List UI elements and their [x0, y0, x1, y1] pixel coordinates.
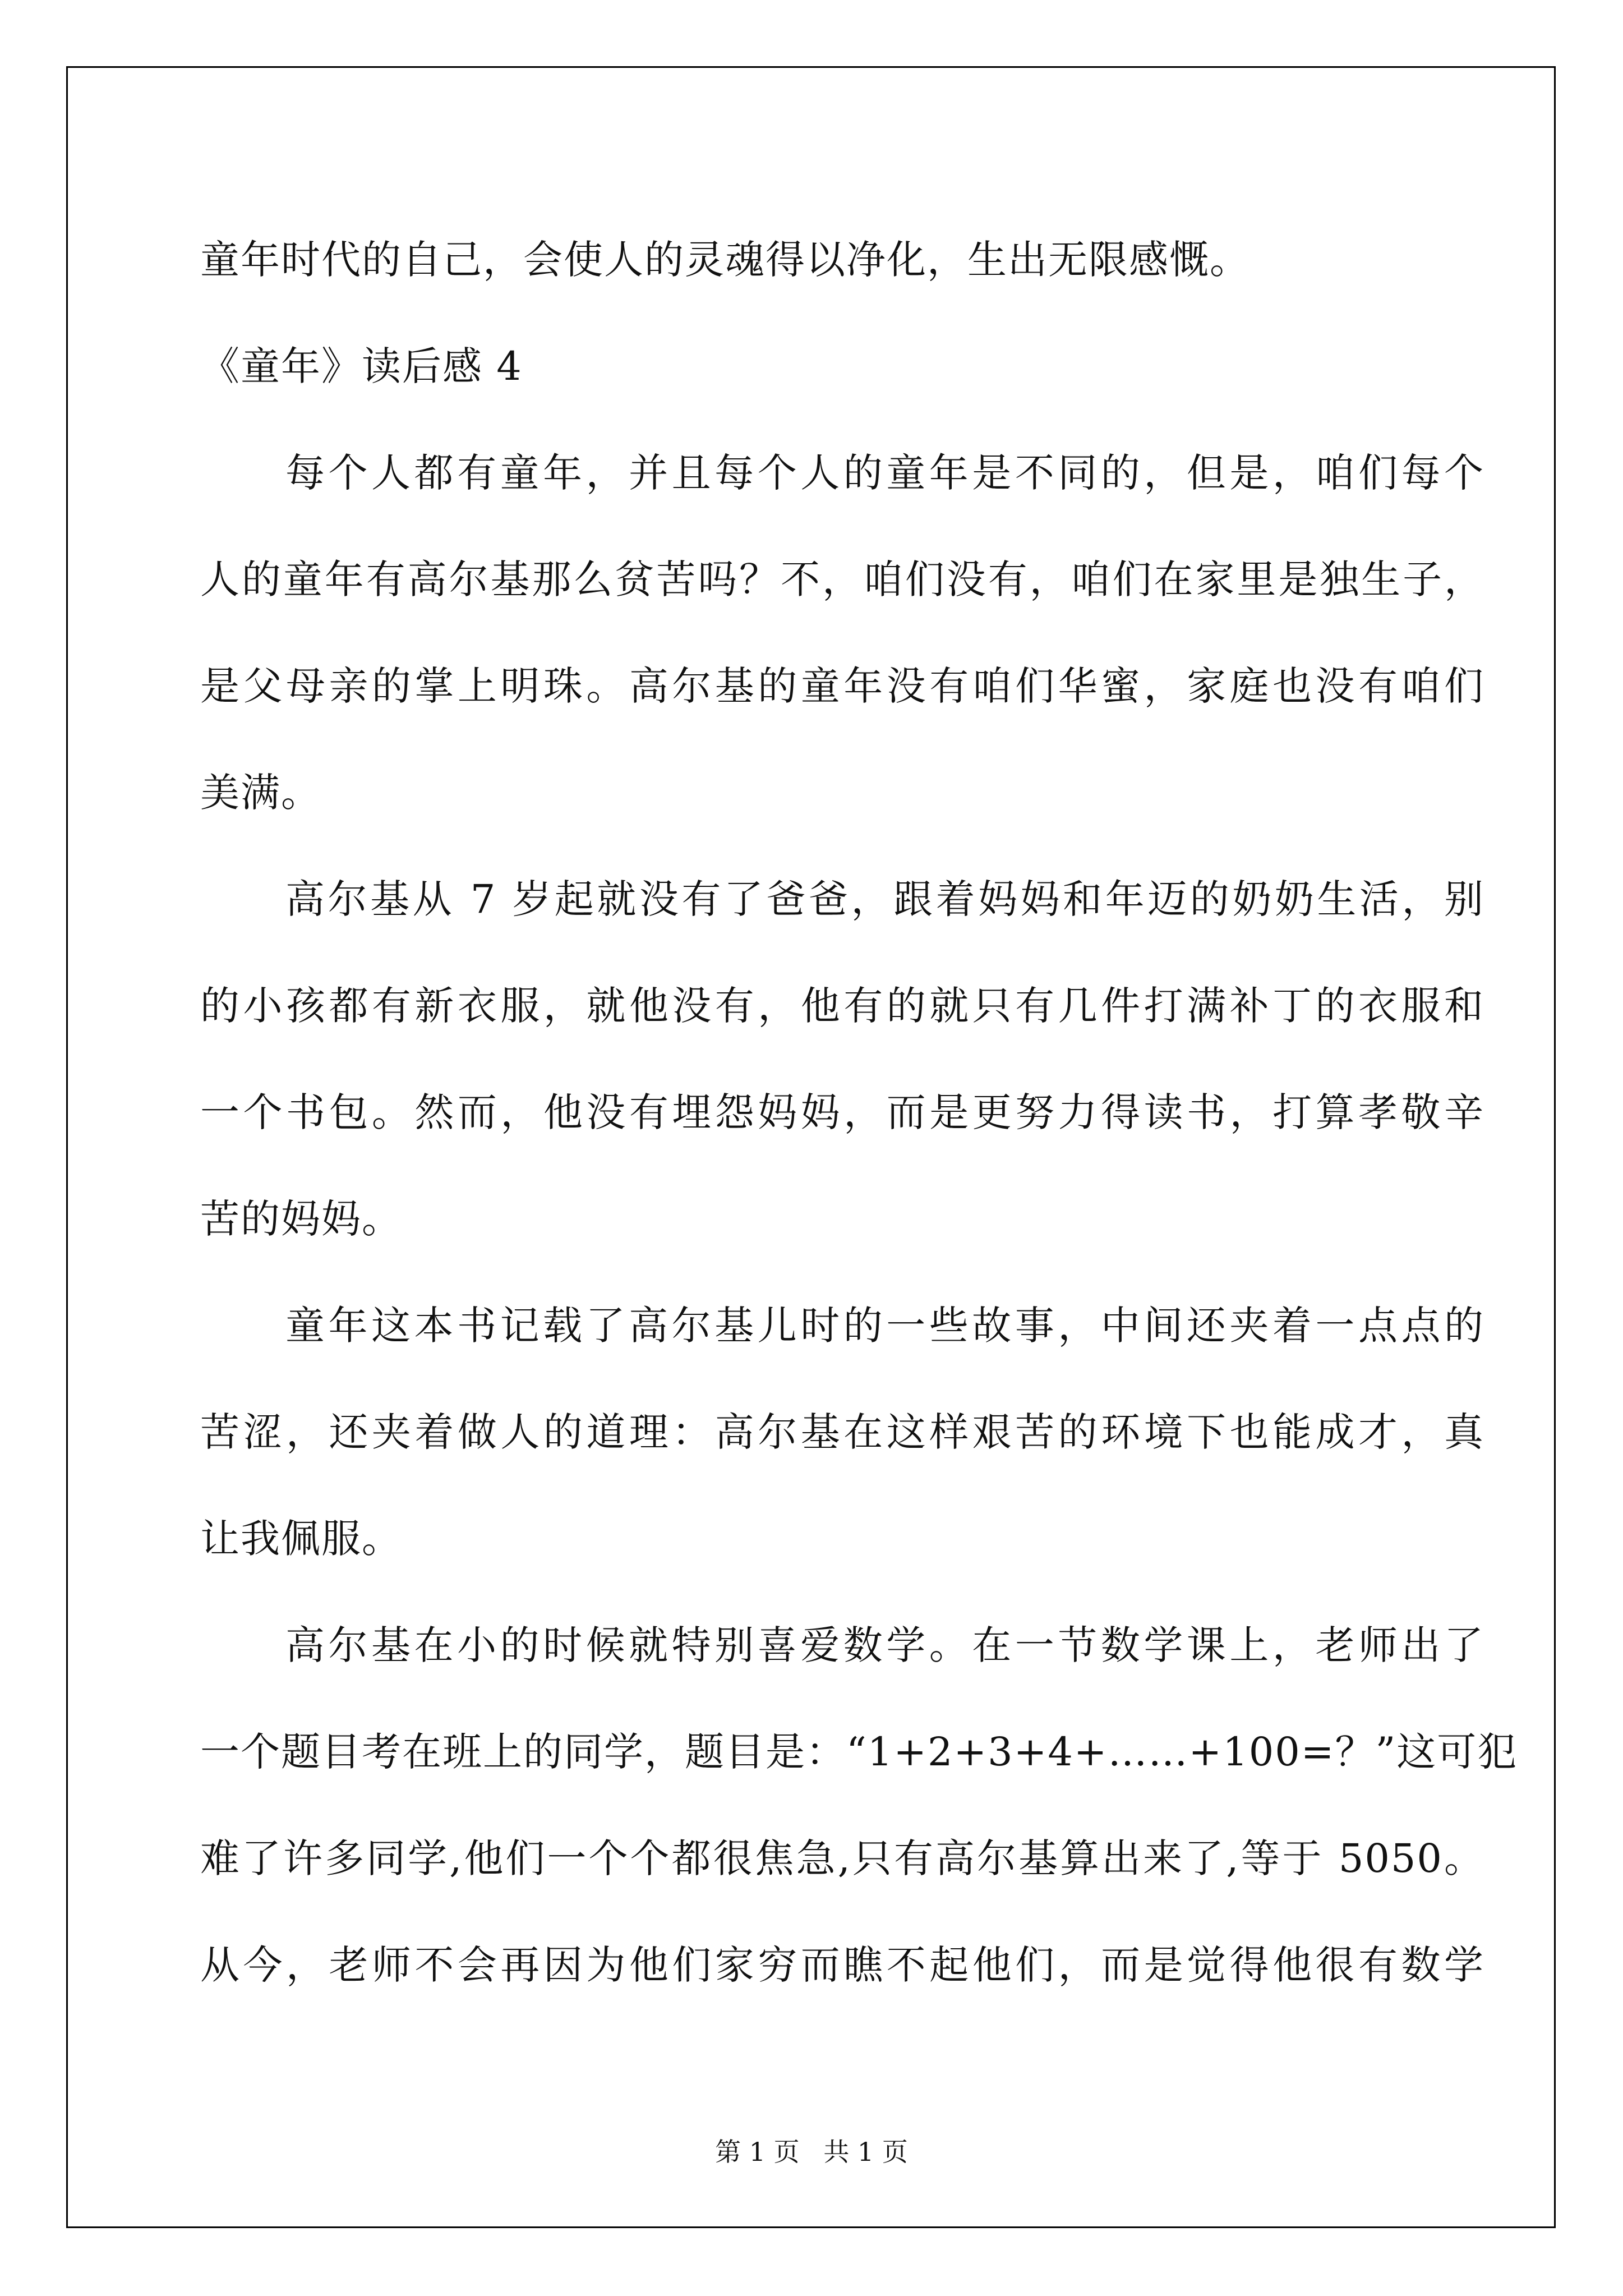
text-line: 难了许多同学,他们一个个都很焦急,只有高尔基算出来了,等于 5050。 [200, 1835, 1484, 1881]
text-line: 一个题目考在班上的同学，题目是：“1+2+3+4+……+100=？”这可犯 [200, 1729, 1518, 1775]
text-line: 一个书包。然而，他没有埋怨妈妈，而是更努力得读书，打算孝敬辛 [200, 1089, 1484, 1135]
text-line: 苦涩，还夹着做人的道理：高尔基在这样艰苦的环境下也能成才，真 [200, 1409, 1484, 1455]
text-line: 苦的妈妈。 [200, 1196, 402, 1242]
text-line: 高尔基在小的时候就特别喜爱数学。在一节数学课上，老师出了 [285, 1622, 1484, 1668]
section-heading: 《童年》读后感 4 [200, 343, 523, 389]
page-number: 第 1 页 [715, 2137, 800, 2167]
text-line: 是父母亲的掌上明珠。高尔基的童年没有咱们华蜜，家庭也没有咱们 [200, 663, 1484, 709]
text-line: 童年这本书记载了高尔基儿时的一些故事，中间还夹着一点点的 [285, 1303, 1484, 1349]
page-total: 共 1 页 [823, 2137, 908, 2167]
text-line: 高尔基从 7 岁起就没有了爸爸，跟着妈妈和年迈的奶奶生活，别 [285, 876, 1484, 922]
text-line: 童年时代的自己，会使人的灵魂得以净化，生出无限感慨。 [200, 237, 1250, 283]
text-line: 让我佩服。 [200, 1516, 402, 1562]
page-footer [0, 2132, 1623, 2169]
text-line: 的小孩都有新衣服，就他没有，他有的就只有几件打满补丁的衣服和 [200, 983, 1484, 1029]
document-body [200, 206, 1518, 2018]
text-line: 从今，老师不会再因为他们家穷而瞧不起他们，而是觉得他很有数学 [200, 1942, 1484, 1988]
text-line: 每个人都有童年，并且每个人的童年是不同的，但是，咱们每个 [285, 450, 1484, 496]
text-line: 人的童年有高尔基那么贫苦吗？不，咱们没有，咱们在家里是独生子， [200, 556, 1484, 602]
text-line: 美满。 [200, 770, 321, 816]
